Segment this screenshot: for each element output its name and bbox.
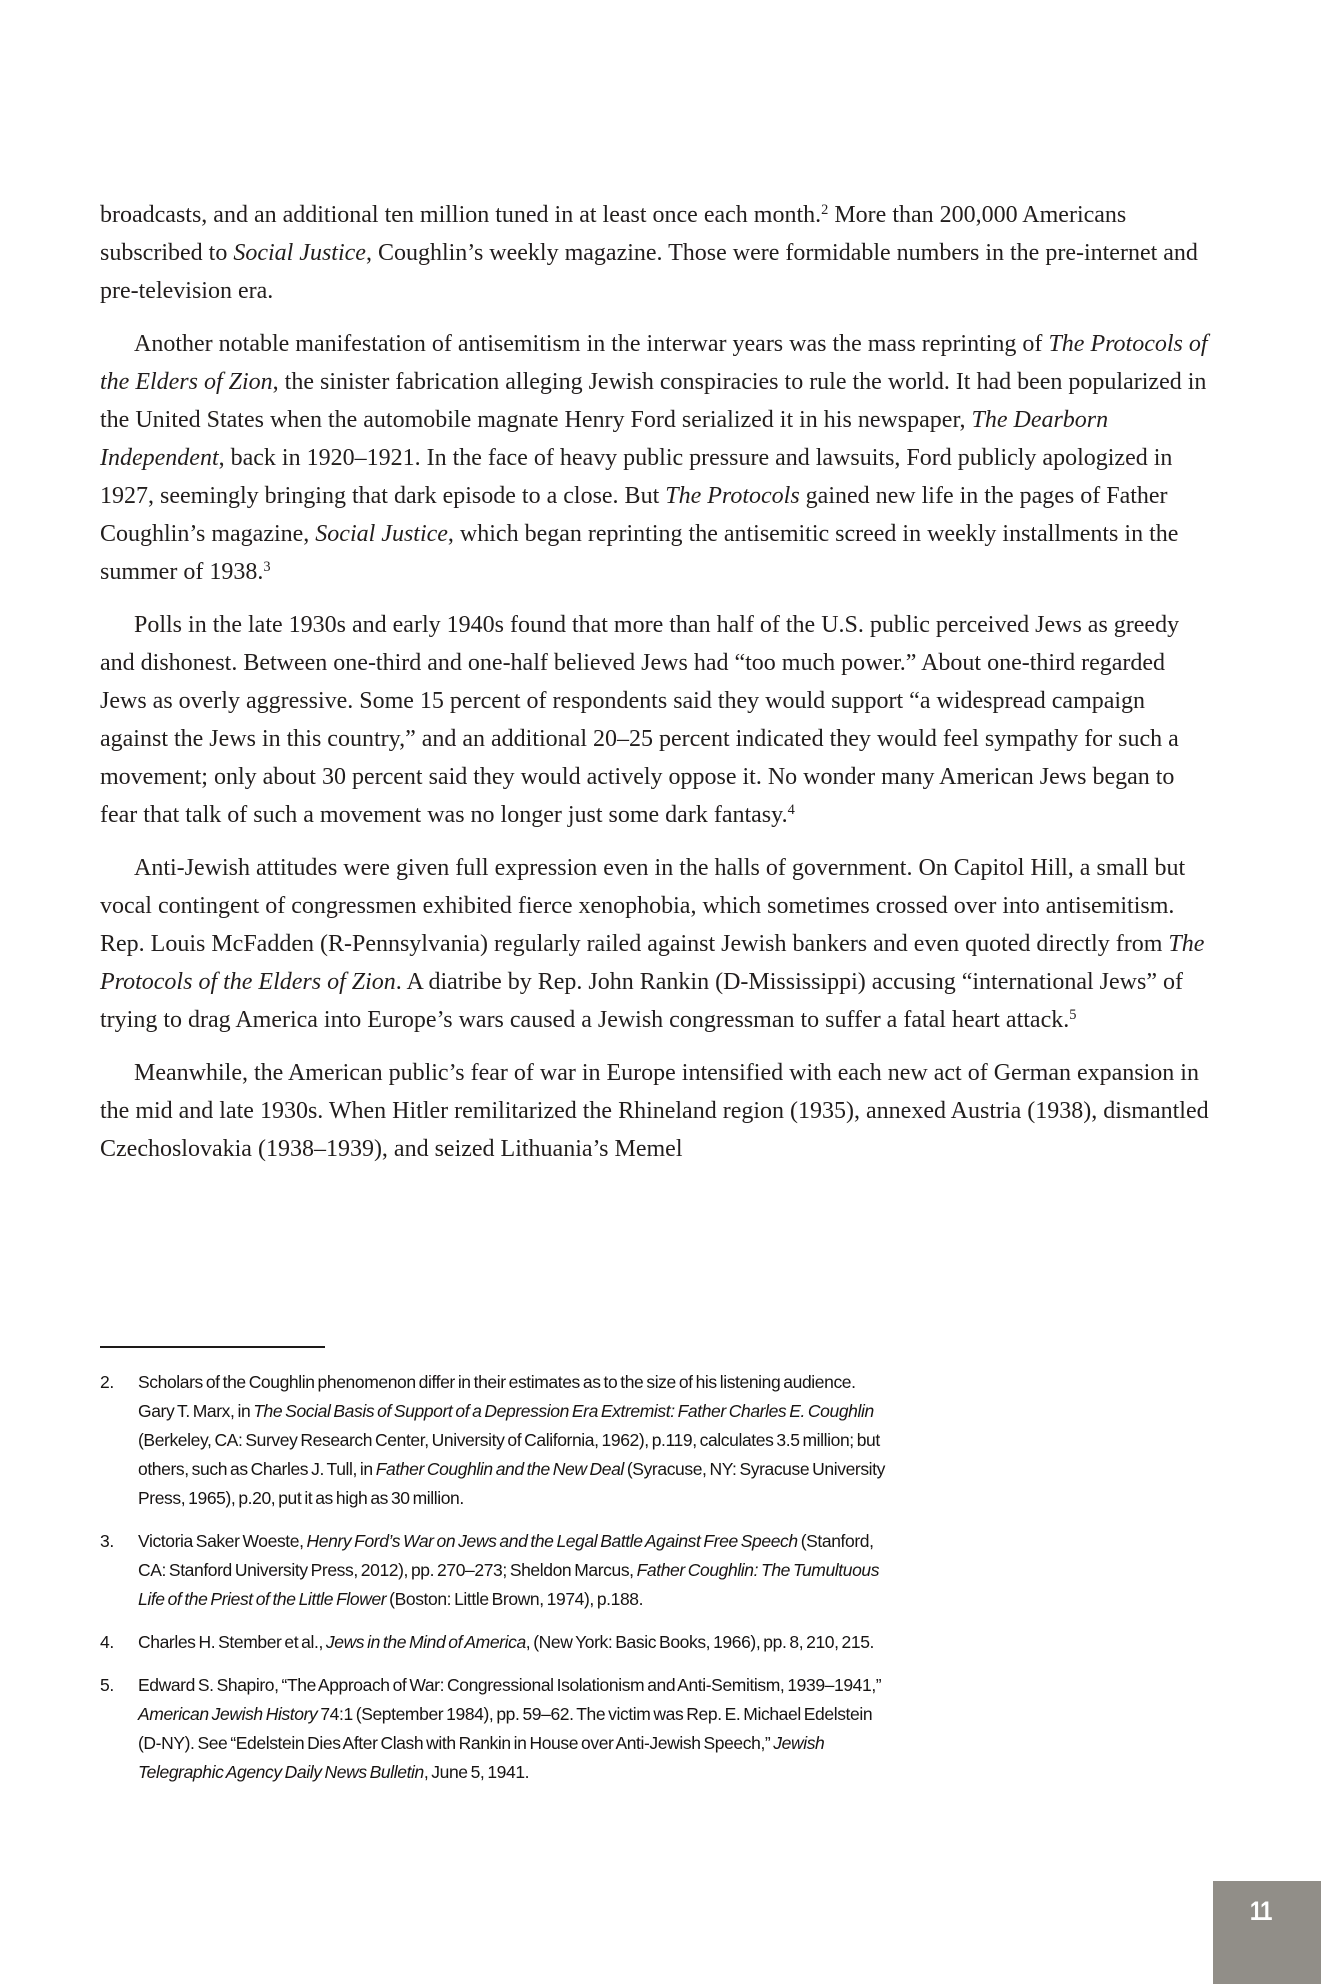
- footnotes: [100, 1368, 888, 1801]
- text-segment: Victoria Saker Woeste,: [138, 1531, 307, 1551]
- text-segment: Another notable manifestation of antisemitism in the interwar years was the mass reprinting of: [134, 331, 1049, 357]
- footnote-ref: 4: [787, 802, 795, 819]
- footnote: [100, 1628, 888, 1657]
- text-segment: , which began reprinting the antisemitic screed in weekly installments in the summer of 1938.: [100, 521, 1179, 585]
- text-segment: (Berkeley, CA: Survey Research Center, University of California, 1962), p.119, calculates 3.5 million; but others, such as Charles J. Tull, in: [138, 1430, 880, 1479]
- text-segment: Meanwhile, the American public’s fear of war in Europe intensified with each new act of German expansion in the mid and late 1930s. When Hitler remilitarized the Rhineland region (1935), annexed Austria (1938), dismantled Czechoslovakia (1938–1939), and seized Lithuania’s Memel: [100, 1060, 1209, 1162]
- paragraph: [100, 196, 1212, 310]
- text-segment: Anti-Jewish attitudes were given full expression even in the halls of government. On Capitol Hill, a small but vocal contingent of congressmen exhibited fierce xenophobia, which sometimes crossed over into antisemitism. Rep. Louis McFadden (R-Pennsylvania) regularly railed against Jewish bankers and even quoted directly from: [100, 855, 1186, 957]
- footnote: [100, 1671, 888, 1787]
- footnote-ref: 2: [821, 202, 829, 219]
- paragraph: [100, 1054, 1212, 1168]
- text-segment: Henry Ford’s War on Jews and the Legal Battle Against Free Speech: [306, 1531, 798, 1551]
- text-segment: Father Coughlin and the New Deal: [375, 1459, 624, 1479]
- text-segment: Social Justice: [233, 240, 366, 266]
- text-segment: gained new life in the pages of Father Coughlin’s magazine,: [100, 483, 1168, 547]
- text-segment: Edward S. Shapiro, “The Approach of War: Congressional Isolationism and Anti-Semitism, 1939–1941,”: [138, 1675, 882, 1695]
- text-segment: The Dearborn Independent: [100, 407, 1109, 471]
- footnote: [100, 1368, 888, 1513]
- footnote-number: 5.: [100, 1675, 114, 1695]
- footnote-text: [138, 1675, 881, 1782]
- text-segment: . A diatribe by Rep. John Rankin (D-Mississippi) accusing “international Jews” of trying to drag America into Europe’s wars caused a Jewish congressman to suffer a fatal heart attack.: [100, 969, 1183, 1033]
- page-number-badge: [1213, 1881, 1321, 1984]
- text-segment: The Protocols: [665, 483, 800, 509]
- text-segment: Charles H. Stember et al.,: [138, 1632, 326, 1652]
- text-segment: , the sinister fabrication alleging Jewish conspiracies to rule the world. It had been popularized in the United States when the automobile magnate Henry Ford serialized it in his newspaper,: [100, 369, 1207, 433]
- footnote-separator-rule: [100, 1346, 325, 1348]
- text-segment: Jewish Telegraphic Agency Daily News Bulletin: [138, 1733, 825, 1782]
- footnote-ref: 5: [1069, 1007, 1077, 1024]
- text-segment: , back in 1920–1921. In the face of heavy public pressure and lawsuits, Ford publicly apologized in 1927, seemingly bringing that dark episode to a close. But: [100, 445, 1173, 509]
- text-segment: The Social Basis of Support of a Depression Era Extremist: Father Charles E. Coughlin: [253, 1401, 874, 1421]
- footnote-ref: 3: [263, 559, 271, 576]
- footnote-number: 2.: [100, 1372, 114, 1392]
- text-segment: (Syracuse, NY: Syracuse University Press, 1965), p.20, put it as high as 30 million.: [138, 1459, 885, 1508]
- text-segment: Polls in the late 1930s and early 1940s found that more than half of the U.S. public perceived Jews as greedy and dishonest. Between one-third and one-half believed Jews had “too much power.” About one-third regarded Jews as overly aggressive. Some 15 percent of respondents said they would support “a widespread campaign against the Jews in this country,” and an additional 20–25 percent indicated they would feel sympathy for such a movement; only about 30 percent said they would actively oppose it. No wonder many American Jews began to fear that talk of such a movement was no longer just some dark fantasy.: [100, 612, 1180, 828]
- text-segment: The Protocols of the Elders of Zion: [100, 931, 1205, 995]
- footnote-text: [138, 1531, 879, 1609]
- text-segment: More than 200,000 Americans subscribed to: [100, 202, 1127, 266]
- text-segment: The Protocols of the Elders of Zion: [100, 331, 1208, 395]
- text-segment: American Jewish History: [138, 1704, 318, 1724]
- footnote-text: [138, 1372, 885, 1508]
- text-segment: (Stanford, CA: Stanford University Press, 2012), pp. 270–273; Sheldon Marcus,: [138, 1531, 874, 1580]
- text-segment: broadcasts, and an additional ten million tuned in at least once each month.: [100, 202, 822, 228]
- text-segment: 74:1 (September 1984), pp. 59–62. The victim was Rep. E. Michael Edelstein (D-NY). See “Edelstein Dies After Clash with Rankin in House over Anti-Jewish Speech,”: [138, 1704, 873, 1753]
- text-segment: Scholars of the Coughlin phenomenon differ in their estimates as to the size of his listening audience. Gary T. Marx, in: [138, 1372, 856, 1421]
- footnote-text: [138, 1632, 874, 1652]
- text-segment: Father Coughlin: The Tumultuous Life of the Priest of the Little Flower: [138, 1560, 880, 1609]
- paragraph: [100, 606, 1212, 834]
- text-segment: Jews in the Mind of America: [325, 1632, 526, 1652]
- paragraph: [100, 325, 1212, 591]
- text-segment: Social Justice: [315, 521, 448, 547]
- page-number: 11: [1249, 1896, 1272, 1926]
- footnote-number: 4.: [100, 1632, 114, 1652]
- text-segment: , (New York: Basic Books, 1966), pp. 8, 210, 215.: [525, 1632, 875, 1652]
- text-segment: , June 5, 1941.: [423, 1762, 530, 1782]
- text-segment: , Coughlin’s weekly magazine. Those were formidable numbers in the pre-internet and pre-television era.: [100, 240, 1198, 304]
- footnote: [100, 1527, 888, 1614]
- text-segment: (Boston: Little Brown, 1974), p.188.: [386, 1589, 644, 1609]
- footnote-number: 3.: [100, 1531, 114, 1551]
- paragraph: [100, 849, 1212, 1039]
- body-text: [100, 196, 1212, 1183]
